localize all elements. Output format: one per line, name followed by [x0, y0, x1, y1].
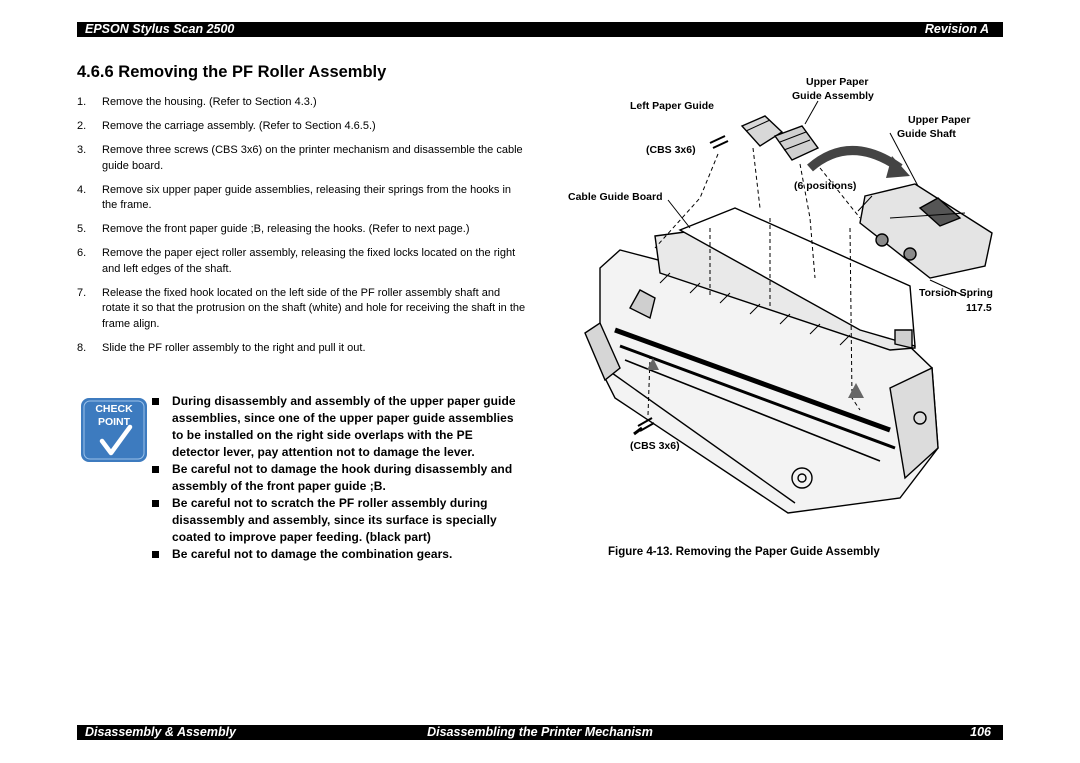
- step-text: Remove three screws (CBS 3x6) on the printer mechanism and disassemble the cable guide board.: [102, 144, 523, 172]
- footer-section: Disassembling the Printer Mechanism: [427, 725, 653, 739]
- step-number: 4.: [77, 183, 87, 196]
- check-point-label-2: POINT: [97, 416, 131, 428]
- label-upper-paper-guide-assembly-2: Guide Assembly: [792, 90, 874, 102]
- note-text: During disassembly and assembly of the upper paper guide assemblies, since one of the upper paper guide assemblies to be installed on the right side overlaps with the PE detector lever, pay attention not to damage the lever.: [172, 394, 516, 459]
- header-revision: Revision A: [924, 22, 989, 36]
- label-upper-paper-guide-shaft: Upper Paper: [908, 114, 971, 126]
- label-torsion-value: 117.5: [966, 302, 992, 314]
- label-six-positions: (6 positions): [794, 180, 857, 192]
- label-upper-paper-guide-shaft-2: Guide Shaft: [897, 128, 956, 140]
- note-item: [150, 393, 520, 461]
- step-text: Slide the PF roller assembly to the right and pull it out.: [102, 341, 366, 354]
- step-number: 1.: [77, 96, 87, 108]
- check-point-notes: [150, 393, 520, 563]
- check-point-label-1: CHECK: [95, 403, 133, 415]
- step-item: [77, 341, 527, 357]
- step-number: 7.: [77, 286, 87, 299]
- bullet-icon: [152, 551, 159, 558]
- step-item: [77, 183, 527, 214]
- step-number: 3.: [77, 144, 87, 156]
- step-text: Remove the front paper guide ;B, releasing the hooks. (Refer to next page.): [102, 223, 470, 235]
- step-item: [77, 286, 527, 333]
- label-left-paper-guide: Left Paper Guide: [630, 100, 715, 112]
- label-cbs-top: (CBS 3x6): [646, 144, 696, 156]
- note-item: [150, 461, 520, 495]
- paper-guide-figure: [560, 68, 1005, 538]
- step-text: Remove the carriage assembly. (Refer to Section 4.6.5.): [102, 120, 376, 132]
- note-text: Be careful not to scratch the PF roller assembly during disassembly and assembly, since its surface is specially coated to improve paper feeding. (black part): [172, 496, 497, 544]
- step-number: 2.: [77, 120, 87, 132]
- step-text: Release the fixed hook located on the left side of the PF roller assembly shaft and rotate it so that the protrusion on the shaft (white) and hole for receiving the shaft in the frame align.: [102, 286, 526, 330]
- step-item: [77, 95, 527, 111]
- page-footer: [77, 725, 1003, 740]
- header-title: EPSON Stylus Scan 2500: [85, 22, 235, 36]
- note-text: Be careful not to damage the combination gears.: [172, 547, 453, 561]
- page-header: [77, 22, 1003, 37]
- note-item: [150, 495, 520, 546]
- step-number: 5.: [77, 223, 87, 235]
- label-upper-paper-guide-assembly: Upper Paper: [806, 76, 869, 88]
- step-text: Remove six upper paper guide assemblies, releasing their springs from the hooks in the frame.: [102, 183, 512, 211]
- label-cbs-bottom: (CBS 3x6): [630, 440, 680, 452]
- page-number: 106: [970, 725, 991, 739]
- note-item: [150, 546, 520, 563]
- steps-list: [77, 95, 527, 365]
- step-text: Remove the housing. (Refer to Section 4.3.): [102, 96, 317, 108]
- step-number: 8.: [77, 341, 87, 354]
- step-item: [77, 222, 527, 238]
- bullet-icon: [152, 500, 159, 507]
- label-torsion-spring: Torsion Spring: [919, 287, 993, 299]
- step-item: [77, 143, 527, 174]
- step-text: Remove the paper eject roller assembly, releasing the fixed locks located on the right and left edges of the shaft.: [102, 247, 516, 275]
- footer-chapter: Disassembly & Assembly: [85, 725, 237, 739]
- section-title: 4.6.6 Removing the PF Roller Assembly: [77, 63, 387, 81]
- step-number: 6.: [77, 247, 87, 259]
- step-item: [77, 246, 527, 277]
- figure-caption: Figure 4-13. Removing the Paper Guide Assembly: [608, 546, 880, 558]
- step-item: [77, 119, 527, 135]
- check-point-icon: [80, 397, 148, 463]
- bullet-icon: [152, 466, 159, 473]
- note-text: Be careful not to damage the hook during disassembly and assembly of the front paper guide ;B.: [172, 462, 513, 493]
- bullet-icon: [152, 398, 159, 405]
- label-cable-guide-board: Cable Guide Board: [568, 191, 663, 203]
